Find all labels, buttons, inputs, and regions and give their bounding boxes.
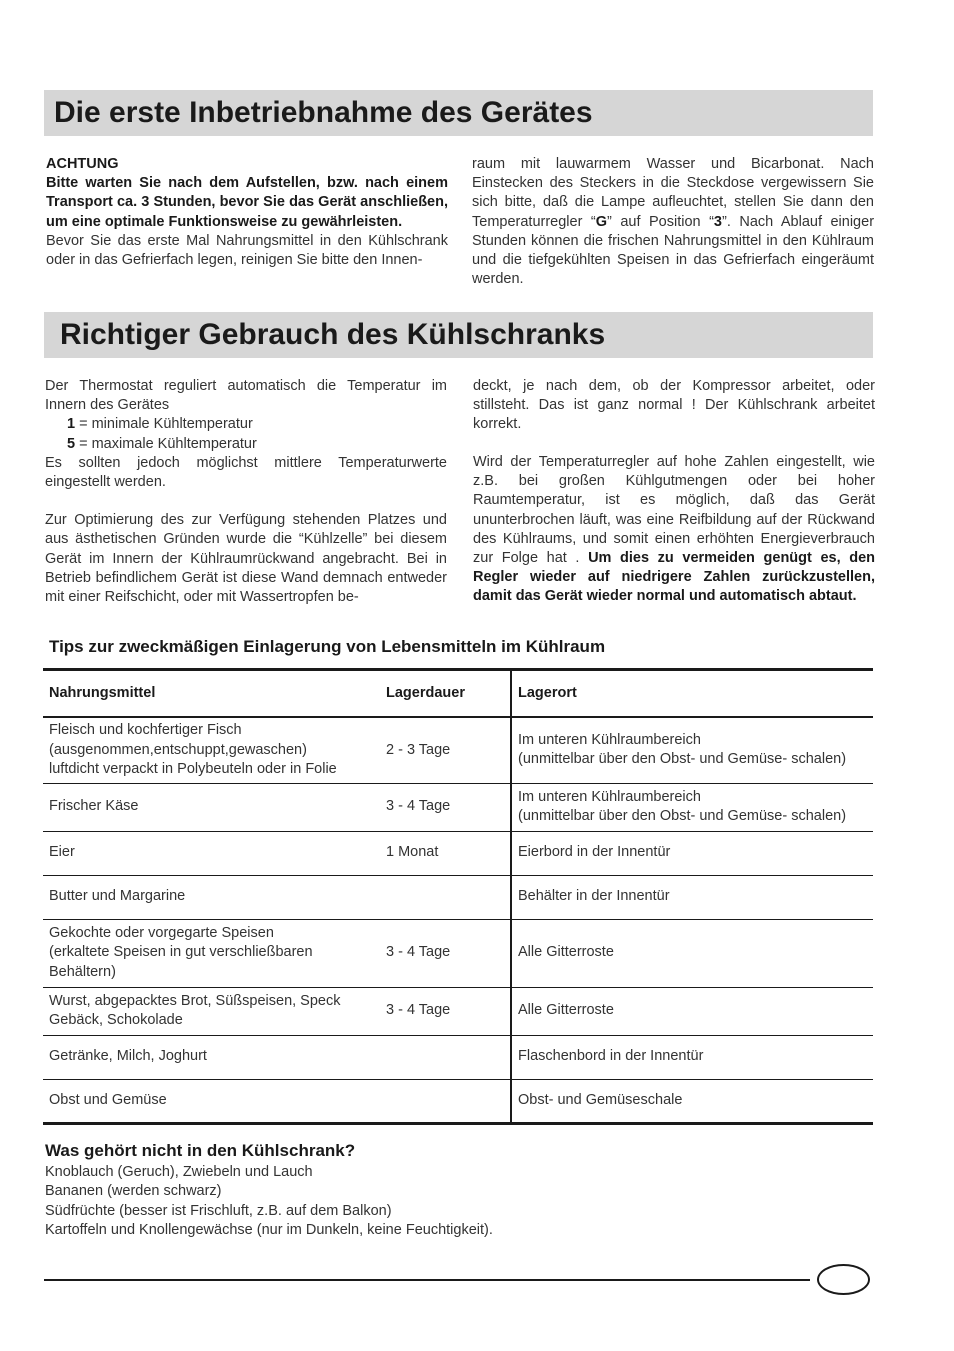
cell-food-line: Wurst, abgepacktes Brot, Süßspeisen, Speck (49, 992, 341, 1009)
cell-duration: 3 - 4 Tage (380, 919, 511, 987)
footer-rule (44, 1279, 810, 1281)
cell-food-line: Gebäck, Schokolade (49, 1012, 183, 1028)
setting-max-text: = maximale Kühltemperatur (75, 435, 257, 452)
section2-left-column (45, 377, 447, 607)
section1-right-column (472, 155, 874, 289)
cell-food-line: Behältern) (49, 963, 116, 980)
setting-max (45, 435, 447, 454)
warning-text: Bitte warten Sie nach dem Aufstellen, bzw. nach einem Transport ca. 3 Stunden, bevor Sie das Gerät anschließen, um eine optimale Funktionsweise zu gewährleisten. (46, 175, 448, 230)
high-setting-advice: Um dies zu vermeiden genügt es, den Regler wieder auf niedrigere Zahlen zurückzustellen, damit das Gerät wieder normal und automatisch abtaut. (473, 550, 876, 605)
table-row (43, 831, 873, 875)
cleaning-text-b: auf Position (611, 213, 710, 230)
table-row (43, 987, 873, 1035)
section-title-correct-use: Richtiger Gebrauch des Kühlschranks (44, 312, 873, 358)
section2-right-lower (473, 453, 875, 607)
high-setting-paragraph (473, 453, 875, 607)
cell-food (43, 1079, 380, 1123)
setting-max-number: 5 (67, 435, 76, 452)
cell-food (43, 1035, 380, 1079)
knob-letter: G (595, 213, 608, 230)
cell-place-line: Alle Gitterroste (518, 1002, 614, 1019)
cleaning-text-a-rest: raum mit lauwarmem Wasser und Bicarbonat. Nach Einstecken des Steckers in die Steckdose vergewissern Sie sich bitte, daß die Lampe aufleuchtet, stellen Sie dann den Temperaturregler (472, 156, 874, 230)
table-row (43, 1079, 873, 1123)
cooling-cell-paragraph: Zur Optimierung des zur Verfügung stehenden Platzes und aus ästhetischen Gründen wurde die “Kühlzelle” bei diesem Gerät im Innern der Kühlraumrückwand angebracht. Bei in Betrieb befindlichem Gerät ist diese Wand demnach entweder mit einer Reifschicht, oder mit Wassertropfen be- (45, 512, 447, 606)
tips-title: Tips zur zweckmäßigen Einlagerung von Lebensmitteln im Kühlraum (49, 637, 606, 656)
cell-place (511, 875, 873, 919)
table-row (43, 919, 873, 987)
not-in-fridge-title: Was gehört nicht in den Kühlschrank? (45, 1141, 356, 1160)
cell-food-line: Gekochte oder vorgegarte Speisen (49, 925, 274, 942)
page-number-oval (817, 1264, 870, 1295)
setting-min-number: 1 (67, 416, 76, 433)
cleaning-text-a: Bevor Sie das erste Mal Nahrungsmittel in den Kühlschrank oder in das Gefrierfach legen, reinigen Sie bitte den Innen- (46, 232, 448, 269)
list-item: Knoblauch (Geruch), Zwiebeln und Lauch (45, 1164, 313, 1180)
cell-duration (380, 1035, 511, 1079)
high-setting-text: Wird der Temperaturregler auf hohe Zahlen eingestellt, wie z.B. bei großen Kühlgutmengen oder bei hoher Raumtemperatur, ist es möglich, daß das Gerät ununterbrochen läuft, was eine Reifbildung auf der Rückwand des Kühlraums, und somit einen erhöhten Energieverbrauch zur Folge hat . (473, 454, 875, 567)
setting-min (45, 415, 447, 434)
cell-food-line: Eier (49, 844, 75, 861)
setting-min-text: = minimale Kühltemperatur (75, 416, 253, 433)
cell-food-line: (erkaltete Speisen in gut verschließbaren (49, 944, 313, 961)
cell-duration: 3 - 4 Tage (380, 987, 511, 1035)
not-in-fridge-list (45, 1163, 493, 1240)
cell-place (511, 1079, 873, 1123)
cell-duration: 1 Monat (380, 831, 511, 875)
list-item: Kartoffeln und Knollengewächse (nur im Dunkeln, keine Feuchtigkeit). (45, 1221, 493, 1238)
warning-label: ACHTUNG (46, 156, 119, 172)
cell-place-line: (unmittelbar über den Obst- und Gemüse- schalen) (518, 751, 847, 768)
cell-food (43, 875, 380, 919)
cell-place (511, 987, 873, 1035)
cell-food-line: (ausgenommen,entschuppt,gewaschen) (49, 741, 307, 758)
cell-place-line: Alle Gitterroste (518, 944, 614, 961)
cleaning-text-continued: raum mit lauwarmem Wasser und Bicarbonat. Nach Einstecken des Steckers in die Steckdose vergewissern Sie sich bitte, daß die Lampe aufleuchtet, stellen Sie dann den Temperaturregler “G” auf Position “3”. Nach Ablauf einiger Stunden können die frischen Nahrungsmittel in den Kühlraum und die tiefgekühlten Speisen in das Gefrierfach eingeräumt werden. (472, 156, 875, 288)
position-value: 3 (713, 213, 722, 230)
cleaning-text-start (46, 232, 448, 270)
table-header-row (43, 670, 873, 718)
header-place: Lagerort (511, 670, 873, 718)
cleaning-text-c: . Nach Ablauf einiger Stunden können die frischen Nahrungsmittel in den Kühlraum und die tiefgekühlten Speisen in das Gefrierfach eingeräumt werden. (472, 213, 875, 288)
cell-place (511, 919, 873, 987)
cell-duration (380, 875, 511, 919)
cell-food-line: Getränke, Milch, Joghurt (49, 1048, 207, 1065)
cell-food (43, 919, 380, 987)
header-duration: Lagerdauer (380, 670, 511, 718)
cell-duration (380, 1079, 511, 1123)
thermostat-intro: Der Thermostat reguliert automatisch die Temperatur im Innern des Gerätes (45, 378, 447, 414)
cell-food-line: Frischer Käse (49, 798, 139, 815)
section-title-first-use: Die erste Inbetriebnahme des Gerätes (44, 90, 873, 136)
cell-place-line: Behälter in der Innentür (518, 888, 670, 905)
section1-left-column (46, 155, 448, 270)
cell-place (511, 783, 873, 831)
table-row (43, 875, 873, 919)
cell-duration: 3 - 4 Tage (380, 783, 511, 831)
cell-place-line: Obst- und Gemüseschale (518, 1091, 683, 1108)
cooling-cell-paragraph-continued: deckt, je nach dem, ob der Kompressor arbeitet, oder stillsteht. Das ist ganz normal ! Der Kühlschrank arbeitet korrekt. (473, 378, 875, 433)
cell-place-line: Im unteren Kühlraumbereich (518, 788, 701, 805)
list-item: Bananen (werden schwarz) (45, 1183, 222, 1200)
cell-food-line: luftdicht verpackt in Polybeuteln oder in Folie (49, 760, 337, 777)
cell-place-line: Im unteren Kühlraumbereich (518, 732, 701, 749)
cell-place-line: Flaschenbord in der Innentür (518, 1048, 704, 1065)
header-food: Nahrungsmittel (43, 670, 380, 718)
storage-tips-table (43, 668, 873, 1125)
cell-place-line: Eierbord in der Innentür (518, 844, 671, 861)
cell-food (43, 783, 380, 831)
table-row (43, 1035, 873, 1079)
cell-place (511, 831, 873, 875)
table-row (43, 717, 873, 783)
cell-food-line: Obst und Gemüse (49, 1091, 167, 1108)
table-row (43, 783, 873, 831)
cell-duration: 2 - 3 Tage (380, 717, 511, 783)
cell-food (43, 831, 380, 875)
cell-place (511, 1035, 873, 1079)
list-item: Südfrüchte (besser ist Frischluft, z.B. auf dem Balkon) (45, 1202, 392, 1219)
cell-food (43, 717, 380, 783)
cell-place-line: (unmittelbar über den Obst- und Gemüse- schalen) (518, 808, 847, 824)
cell-food-line: Butter und Margarine (49, 888, 186, 905)
cell-food-line: Fleisch und kochfertiger Fisch (49, 722, 242, 739)
temperature-advice: Es sollten jedoch möglichst mittlere Temperaturwerte eingestellt werden. (45, 454, 447, 491)
cell-place (511, 717, 873, 783)
cell-food (43, 987, 380, 1035)
section2-right-top (473, 377, 875, 435)
